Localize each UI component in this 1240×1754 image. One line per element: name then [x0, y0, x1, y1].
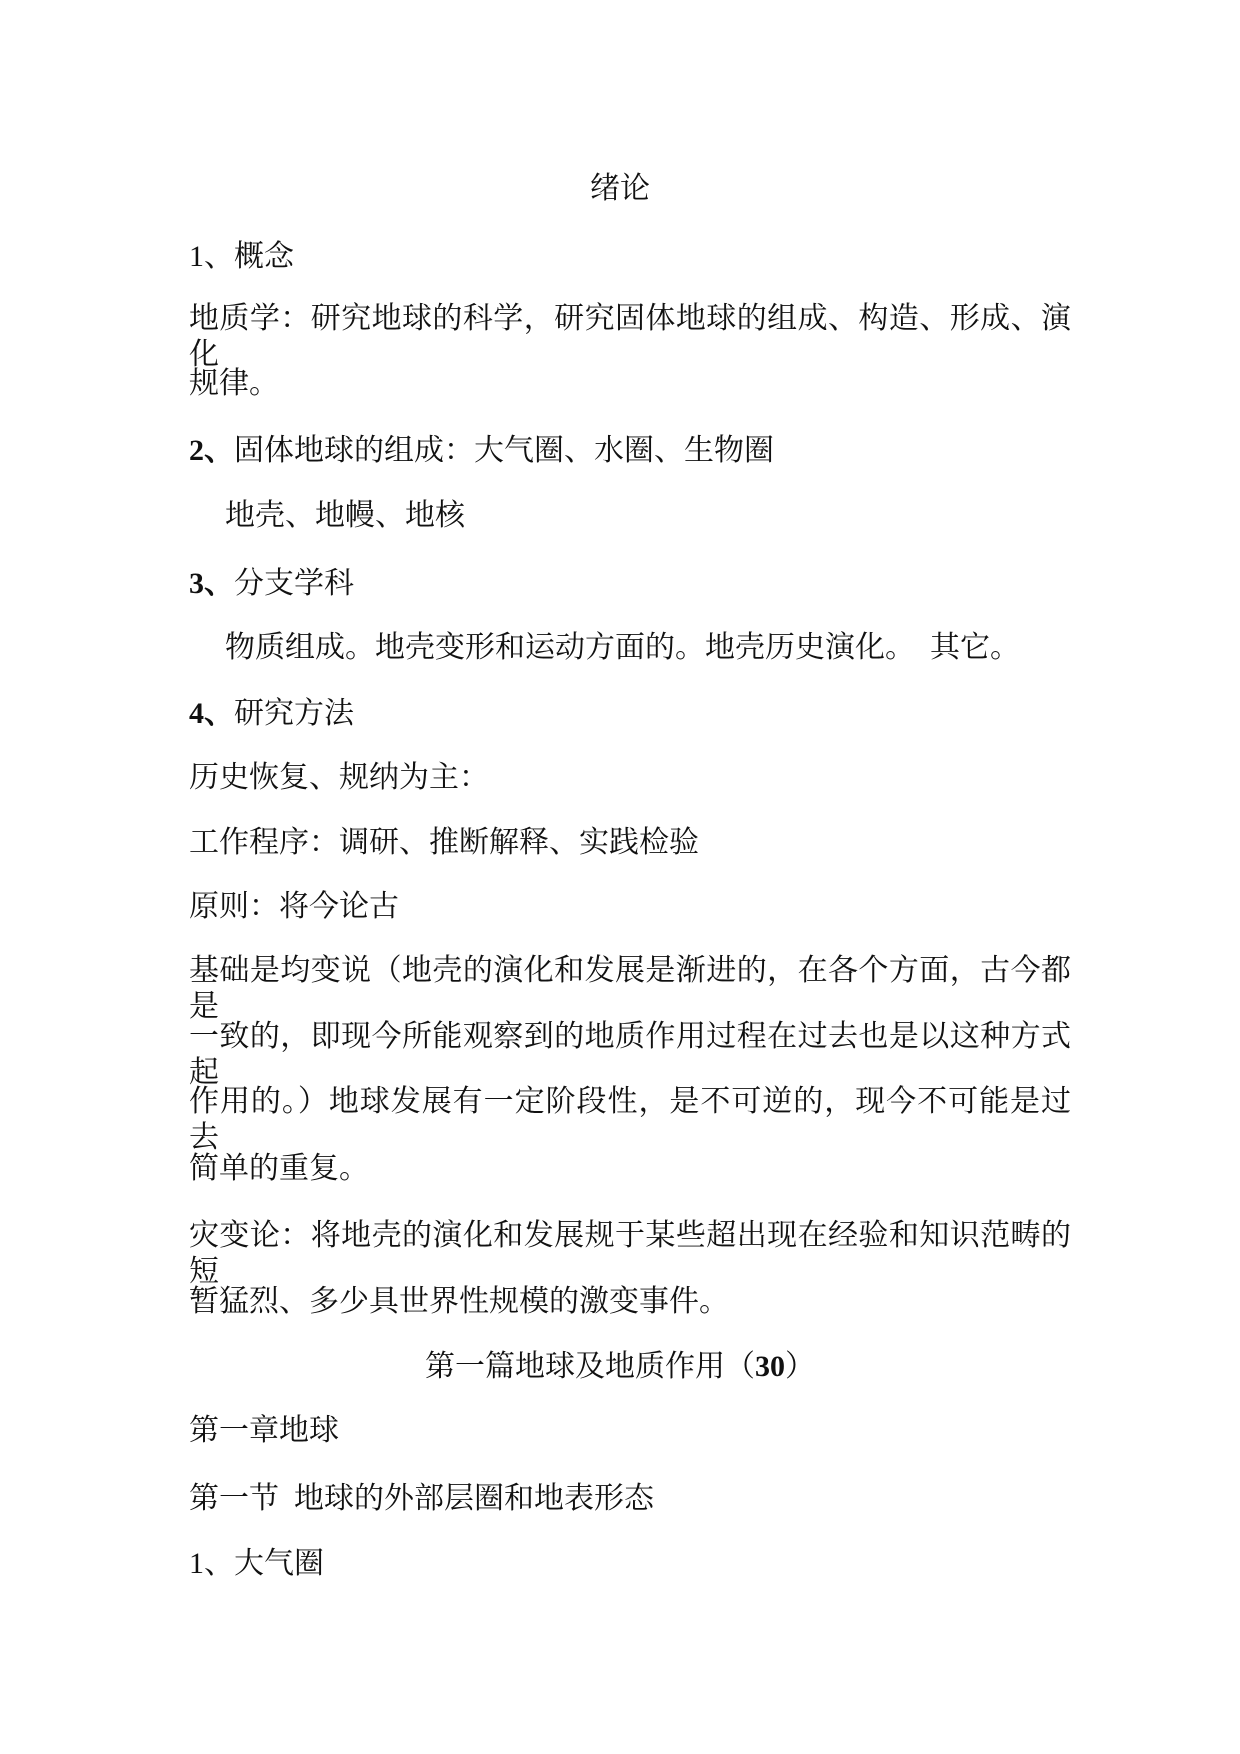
- paragraph-line: 工作程序：调研、推断解释、实践检验: [189, 826, 699, 859]
- part-title: [0, 1349, 1240, 1385]
- heading-atmosphere: [189, 1546, 324, 1582]
- heading-composition: [189, 433, 774, 469]
- heading-number: 1、: [189, 240, 234, 273]
- paragraph-line: 一致的，即现今所能观察到的地质作用过程在过去也是以这种方式起: [189, 1020, 1071, 1089]
- chapter-title: 第一章地球: [189, 1414, 339, 1447]
- document-title: 绪论: [590, 172, 650, 205]
- heading-number: 1、: [189, 1547, 234, 1580]
- paragraph-line: 规律。: [189, 367, 279, 400]
- heading-text: 概念: [234, 240, 294, 273]
- paragraph-line: 历史恢复、规纳为主：: [189, 761, 489, 794]
- paragraph-line: 原则：将今论古: [189, 890, 399, 923]
- paragraph-line: 作用的。）地球发展有一定阶段性，是不可逆的，现今不可能是过去: [189, 1085, 1071, 1154]
- heading-methods: [189, 696, 354, 732]
- heading-number: 3、: [189, 567, 234, 600]
- paragraph-line: 基础是均变说（地壳的演化和发展是渐进的，在各个方面，古今都是: [189, 954, 1071, 1023]
- paragraph-line: 暂猛烈、多少具世界性规模的激变事件。: [189, 1285, 729, 1318]
- heading-branches: [189, 566, 354, 602]
- heading-concept: [189, 239, 294, 275]
- heading-text: 大气圈: [234, 1547, 324, 1580]
- part-hours: 30: [755, 1350, 785, 1383]
- part-title-close: ）: [785, 1350, 815, 1383]
- heading-text: 研究方法: [234, 697, 354, 730]
- heading-text: 分支学科: [234, 567, 354, 600]
- paragraph-line: 地壳、地幔、地核: [225, 499, 465, 532]
- paragraph-line: 物质组成。地壳变形和运动方面的。地壳历史演化。 其它。: [225, 631, 1020, 664]
- heading-text: 固体地球的组成：大气圈、水圈、生物圈: [234, 434, 774, 467]
- section-title: 第一节 地球的外部层圈和地表形态: [189, 1482, 654, 1515]
- heading-number: 4、: [189, 697, 234, 730]
- paragraph-line: 灾变论：将地壳的演化和发展规于某些超出现在经验和知识范畴的短: [189, 1219, 1071, 1288]
- heading-number: 2、: [189, 434, 234, 467]
- paragraph-line: 地质学：研究地球的科学，研究固体地球的组成、构造、形成、演化: [189, 302, 1071, 371]
- part-title-text: 第一篇地球及地质作用（: [425, 1350, 755, 1383]
- paragraph-line: 简单的重复。: [189, 1152, 369, 1185]
